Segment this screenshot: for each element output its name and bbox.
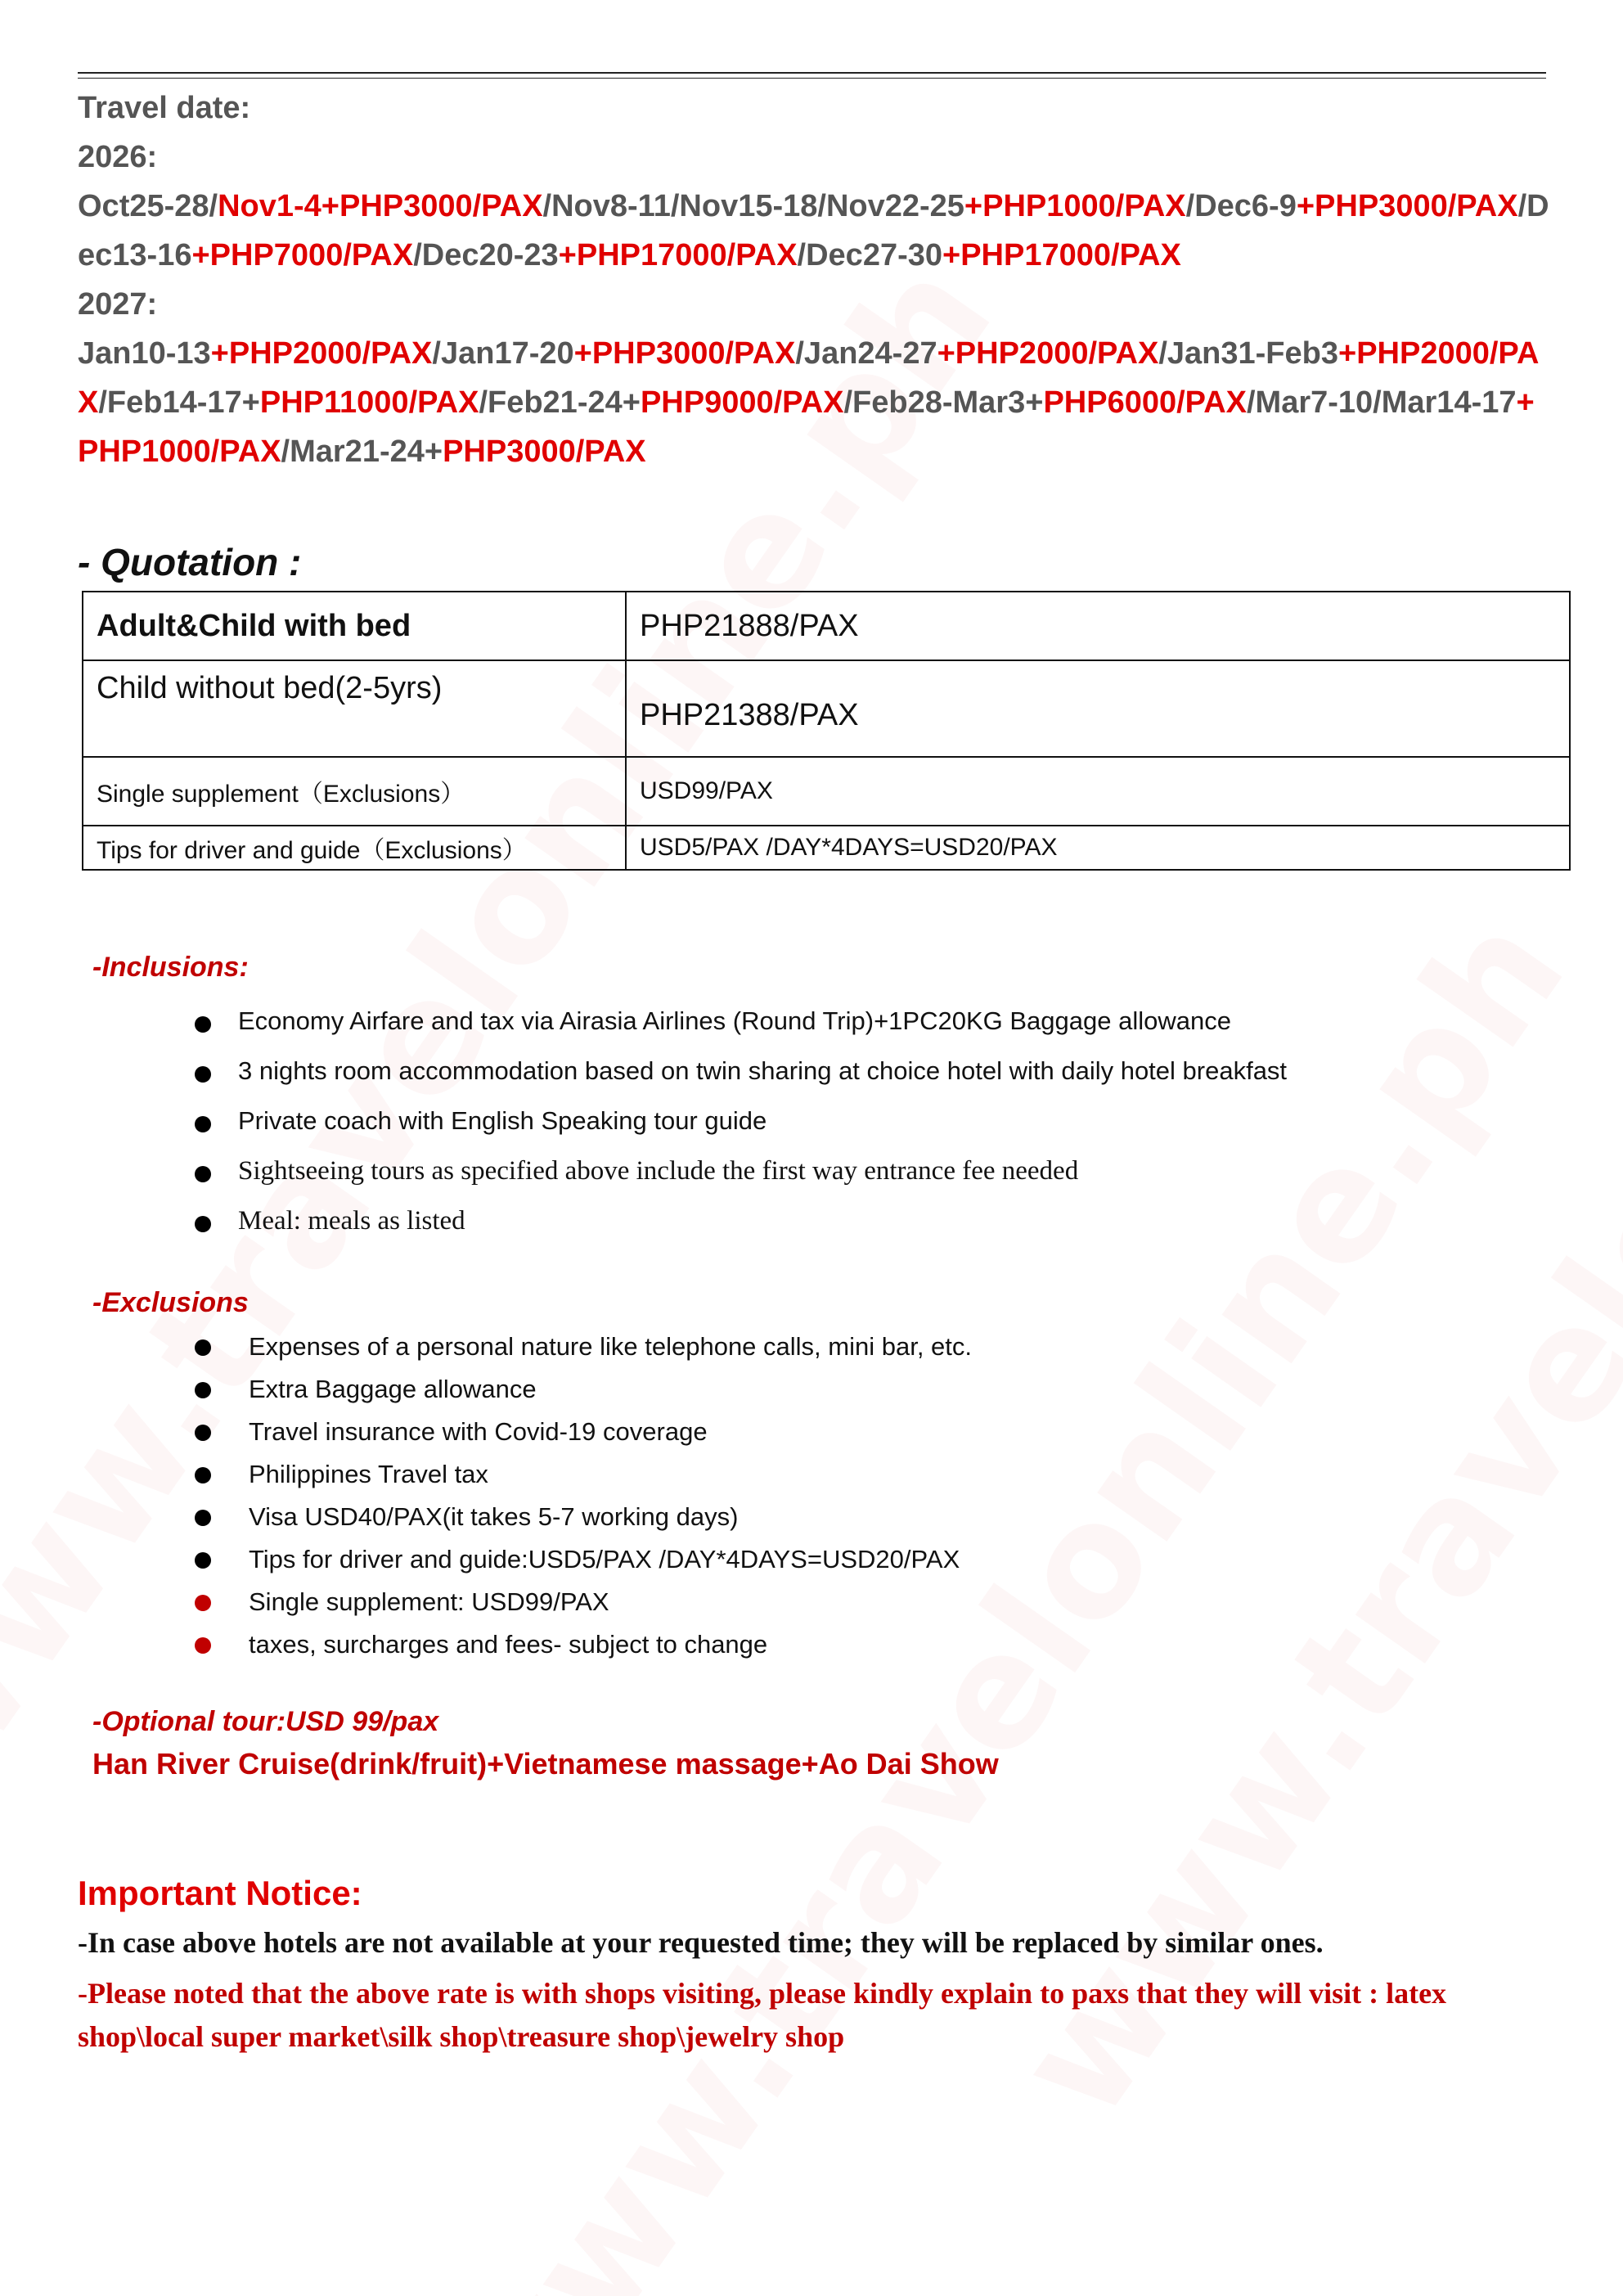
travel-date-section — [78, 83, 1550, 476]
list-item — [195, 1540, 972, 1582]
price-surcharge: +PHP1000/PAX — [78, 385, 1535, 469]
list-item — [195, 1582, 972, 1625]
row-value: PHP21388/PAX — [626, 660, 1570, 757]
year-2027-label: 2027: — [78, 287, 158, 322]
bullet-icon — [195, 1016, 211, 1033]
date-range: /Nov8-11/Nov15-18/Nov22-25 — [542, 189, 964, 223]
optional-tour-description: Han River Cruise(drink/fruit)+Vietnamese massage+Ao Dai Show — [92, 1747, 999, 1781]
exclusions-title: -Exclusions — [92, 1287, 249, 1318]
row-label: Child without bed(2-5yrs) — [83, 660, 626, 757]
list-item-text: Tips for driver and guide:USD5/PAX /DAY*4DAYS=USD20/PAX — [249, 1545, 960, 1573]
date-range: /Jan17-20 — [432, 336, 574, 371]
list-item — [195, 1412, 972, 1455]
date-range: /Dec27-30 — [797, 238, 943, 272]
bullet-icon — [195, 1116, 211, 1132]
year-2026-label: 2026: — [78, 140, 158, 174]
bullet-icon — [195, 1425, 211, 1441]
list-item-text: Philippines Travel tax — [249, 1460, 488, 1488]
list-item-text: 3 nights room accommodation based on twin sharing at choice hotel with daily hotel breakfast — [238, 1056, 1288, 1085]
price-surcharge: PHP11000/PAX — [259, 385, 479, 420]
list-item-text: Single supplement: USD99/PAX — [249, 1587, 609, 1616]
bullet-icon — [195, 1166, 211, 1182]
date-range: /Jan31-Feb3 — [1158, 336, 1338, 371]
list-item — [195, 1000, 1287, 1050]
row-value: USD5/PAX /DAY*4DAYS=USD20/PAX — [626, 826, 1570, 870]
list-item-text: Expenses of a personal nature like telephone calls, mini bar, etc. — [249, 1332, 973, 1361]
date-range: /Feb28-Mar3+ — [843, 385, 1044, 420]
list-item — [195, 1497, 972, 1540]
optional-tour-title: -Optional tour:USD 99/pax — [92, 1706, 439, 1737]
row-label: Single supplement（Exclusions） — [83, 757, 626, 826]
bullet-icon — [195, 1066, 211, 1083]
list-item — [195, 1370, 972, 1412]
price-surcharge: +PHP3000/PAX — [573, 336, 796, 371]
bullet-icon — [195, 1467, 211, 1483]
list-item — [195, 1455, 972, 1497]
dates-2026 — [78, 182, 1550, 280]
price-surcharge: PHP6000/PAX — [1043, 385, 1247, 420]
price-surcharge: PHP3000/PAX — [443, 434, 646, 469]
important-notice-title: Important Notice: — [78, 1874, 362, 1912]
price-surcharge: +PHP3000/PAX — [1296, 189, 1518, 223]
bullet-icon — [195, 1339, 211, 1356]
bullet-icon — [195, 1216, 211, 1232]
header-rule — [78, 72, 1546, 79]
dates-2027 — [78, 329, 1550, 476]
inclusions-list — [195, 1000, 1287, 1249]
list-item — [195, 1050, 1287, 1100]
table-row — [83, 757, 1570, 826]
date-range: /Dec6-9 — [1185, 189, 1297, 223]
price-surcharge: +PHP17000/PAX — [942, 238, 1181, 272]
row-value: USD99/PAX — [626, 757, 1570, 826]
date-range: /Mar21-24+ — [281, 434, 443, 469]
list-item-text: taxes, surcharges and fees- subject to change — [249, 1630, 768, 1659]
price-surcharge: +PHP2000/PAX — [937, 336, 1159, 371]
price-surcharge: +PHP2000/PAX — [78, 336, 1540, 420]
price-surcharge: +PHP2000/PAX — [210, 336, 433, 371]
price-surcharge: +PHP7000/PAX — [191, 238, 414, 272]
table-row — [83, 826, 1570, 870]
price-surcharge: +PHP1000/PAX — [964, 189, 1186, 223]
exclusions-list — [195, 1327, 972, 1668]
notice-hotels: -In case above hotels are not available at your requested time; they will be replaced by similar ones. — [78, 1926, 1324, 1959]
date-range: /Dec20-23 — [413, 238, 559, 272]
bullet-icon — [195, 1510, 211, 1526]
quotation-title: - Quotation : — [78, 541, 302, 583]
price-surcharge: +PHP17000/PAX — [558, 238, 798, 272]
bullet-icon — [195, 1637, 211, 1654]
list-item-text: Meal: meals as listed — [238, 1206, 465, 1236]
date-range: /Dec13-16 — [78, 189, 1549, 272]
bullet-icon — [195, 1382, 211, 1398]
row-label: Tips for driver and guide（Exclusions） — [83, 826, 626, 870]
list-item-text: Extra Baggage allowance — [249, 1375, 537, 1403]
date-range: /Feb14-17+ — [98, 385, 260, 420]
date-range: /Feb21-24+ — [479, 385, 641, 420]
table-row — [83, 660, 1570, 757]
list-item-text: Travel insurance with Covid-19 coverage — [249, 1417, 708, 1446]
date-range: /Mar7-10/Mar14-17 — [1246, 385, 1517, 420]
list-item-text: Visa USD40/PAX(it takes 5-7 working days) — [249, 1502, 739, 1531]
list-item — [195, 1150, 1287, 1200]
list-item-text: Economy Airfare and tax via Airasia Airlines (Round Trip)+1PC20KG Baggage allowance — [238, 1006, 1231, 1035]
price-surcharge: PHP9000/PAX — [640, 385, 844, 420]
inclusions-title: -Inclusions: — [92, 952, 249, 983]
list-item-text: Private coach with English Speaking tour guide — [238, 1106, 767, 1135]
row-value: PHP21888/PAX — [626, 592, 1570, 660]
list-item — [195, 1200, 1287, 1249]
quotation-table — [82, 591, 1571, 871]
row-label: Adult&Child with bed — [83, 592, 626, 660]
price-surcharge: Nov1-4+PHP3000/PAX — [218, 189, 543, 223]
date-range: /Jan24-27 — [795, 336, 937, 371]
table-row — [83, 592, 1570, 660]
list-item-text: Sightseeing tours as specified above include the first way entrance fee needed — [238, 1156, 1079, 1186]
notice-shops: -Please noted that the above rate is with shops visiting, please kindly explain to paxs that they will visit : latex shop\local super market\silk shop\treasure shop\jewelry shop — [78, 1977, 1447, 2053]
list-item — [195, 1100, 1287, 1150]
list-item — [195, 1625, 972, 1668]
date-range: Oct25-28/ — [78, 189, 218, 223]
bullet-icon — [195, 1552, 211, 1569]
date-range: Jan10-13 — [78, 336, 211, 371]
bullet-icon — [195, 1595, 211, 1611]
travel-date-label: Travel date: — [78, 91, 251, 125]
list-item — [195, 1327, 972, 1370]
